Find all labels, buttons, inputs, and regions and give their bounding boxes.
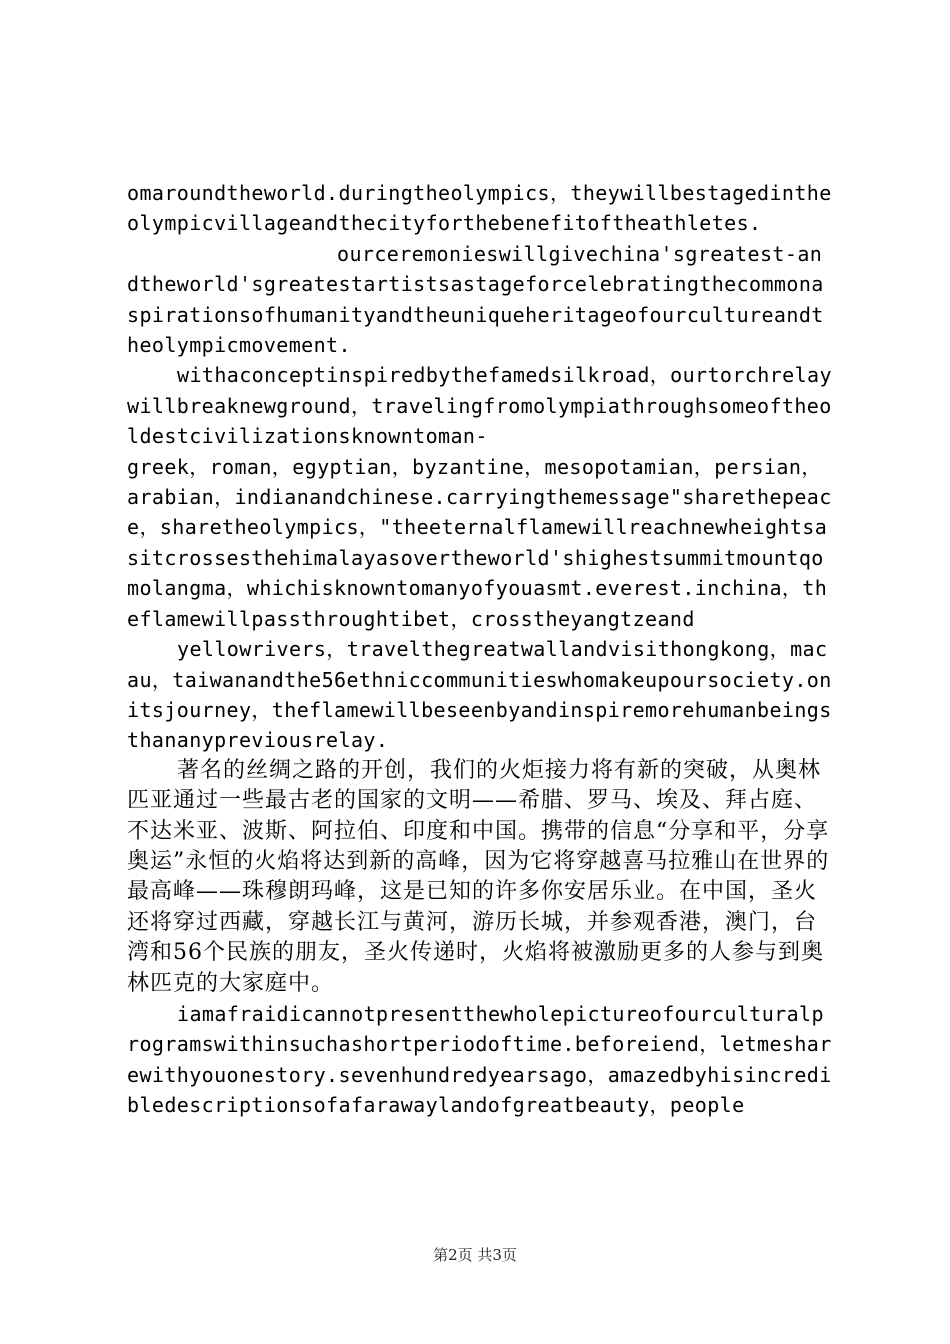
paragraph-cultural-programs: iamafraidicannotpresentthewholepictureofourculturalprogramswithinsuchashortperiodoftime.beforeiend，letmesharewithyouonestory.sevenhundredyearsago，amazedbyhisincredibledescriptionsofafarawaylandofgreatbeauty，people	[127, 1001, 832, 1118]
paragraph-rivers: yellowrivers，travelthegreatwallandvisithongkong，macau，taiwanandthe56ethniccommunitieswhomakeupoursociety.onitsjourney，theflamewillbeseenbyandinspiremorehumanbeingsthananypreviousrelay.	[127, 637, 832, 753]
paragraph-civilizations: greek，roman，egyptian，byzantine，mesopotamian，persian，arabian，indianandchinese.carryingthemessage"sharethepeace，sharetheolympics，"theeternalflamewillreachnewheightsasitcrossesthehimalayasovertheworld'shighestsummitmountqomolangma，whichisknowntomanyofyouasmt.everest.inchina，theflamewillpassthroughtibet，crosstheyangtzeand	[127, 454, 832, 631]
paragraph-continuation: omaroundtheworld.duringtheolympics，theywillbestagedintheolympicvillageandthecityforthebenefitoftheathletes.	[127, 181, 832, 236]
paragraph-chinese-translation: 著名的丝绸之路的开创，我们的火炬接力将有新的突破，从奥林匹亚通过一些最古老的国家的文明——希腊、罗马、埃及、拜占庭、不达米亚、波斯、阿拉伯、印度和中国。携带的信息“分享和平，分享奥运”永恒的火焰将达到新的高峰，因为它将穿越喜马拉雅山在世界的最高峰——珠穆朗玛峰，这是已知的许多你安居乐业。在中国，圣火还将穿过西藏，穿越长江与黄河，游历长城，并参观香港，澳门，台湾和56个民族的朋友，圣火传递时，火焰将被激励更多的人参与到奥林匹克的大家庭中。	[127, 757, 830, 996]
paragraph-ceremonies: ourceremonieswillgivechina'sgreatest-andtheworld'sgreatestartistsastageforcelebratingthecommonaspirationsofhumanityandtheuniqueheritageofourcultureandtheolympicmovement.	[127, 241, 824, 358]
page-number-footer: 第2页 共3页	[433, 1246, 517, 1264]
body-text	[127, 178, 833, 1121]
paragraph-torch-relay: withaconceptinspiredbythefamedsilkroad，ourtorchrelaywillbreaknewground，travelingfromolympiathroughsomeoftheoldestcivilizationsknowntoman-	[127, 363, 832, 449]
